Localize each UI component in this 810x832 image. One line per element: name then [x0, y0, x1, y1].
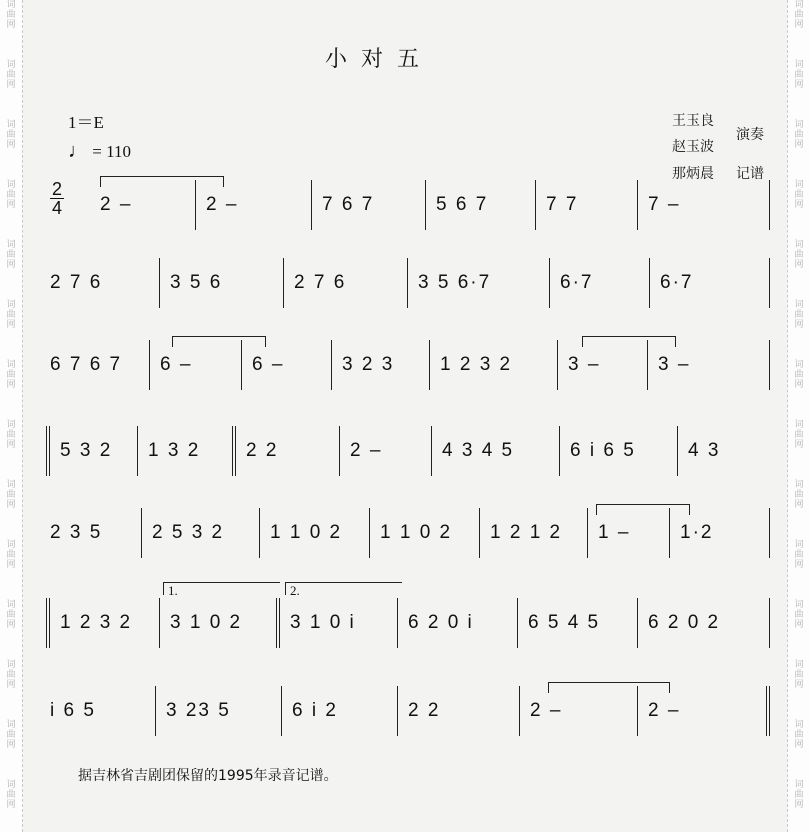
measure: 1·2 — [670, 508, 770, 558]
measure: 3 5 6 — [160, 258, 284, 308]
measure: 6·7 — [650, 258, 770, 308]
measure: 1 2 3 2 — [430, 340, 558, 390]
watermark-text: 词 曲 网 — [794, 720, 804, 750]
tempo-value: = 110 — [92, 142, 131, 161]
score-row-7 — [30, 686, 770, 736]
transcriber-role: 记谱 — [736, 166, 764, 182]
measure: 2 5 3 2 — [142, 508, 260, 558]
watermark-text: 词 曲 网 — [794, 240, 804, 270]
page-title: 小对五 — [325, 47, 434, 72]
watermark-text: 词 曲 网 — [6, 300, 16, 330]
measure: 5 6 7 — [426, 180, 536, 230]
measure: 4 3 — [688, 440, 721, 461]
measure: 6 – — [150, 340, 242, 390]
time-signature-bottom: 4 — [51, 198, 62, 218]
measure: 2 7 6 — [284, 258, 408, 308]
measure: i 6 5 — [40, 686, 156, 736]
measure: 2 – — [638, 686, 770, 736]
watermark-text: 词 曲 网 — [6, 180, 16, 210]
measure: 2 – — [90, 180, 196, 230]
watermark-text: 词 曲 网 — [6, 720, 16, 750]
watermark-text: 词 曲 网 — [6, 480, 16, 510]
watermark-text: 词 曲 网 — [794, 180, 804, 210]
watermark-text: 词 曲 网 — [6, 120, 16, 150]
performer-role: 演奏 — [736, 127, 764, 143]
watermark-text: 词 曲 网 — [6, 660, 16, 690]
score-row-6 — [30, 598, 770, 648]
measure: 1 – — [588, 508, 670, 558]
performer-1: 王玉良 — [672, 113, 714, 129]
measure: 2 – — [340, 426, 432, 476]
watermark-text: 词 曲 网 — [794, 780, 804, 810]
measure: 6 i 2 — [282, 686, 398, 736]
performer-2: 赵玉波 — [672, 139, 714, 155]
measure: 3 – — [648, 340, 770, 390]
left-watermark-strip — [0, 0, 23, 832]
measure: 1 1 0 2 — [260, 508, 370, 558]
watermark-text: 词 曲 网 — [794, 0, 804, 30]
volta-first-ending: 1. — [163, 582, 280, 595]
measure: 3 1 0 i — [280, 598, 398, 648]
watermark-text: 词 曲 网 — [794, 660, 804, 690]
score-row-4 — [30, 426, 770, 476]
watermark-text: 词 曲 网 — [6, 0, 16, 30]
measure: 3 1 0 2 — [160, 598, 280, 648]
measure: 7 7 — [536, 180, 638, 230]
quarter-note-icon: ♩ — [68, 140, 88, 162]
transcriber: 那炳晨 — [672, 166, 714, 182]
watermark-text: 词 曲 网 — [6, 360, 16, 390]
time-signature-top: 2 — [51, 179, 62, 199]
key-signature: 1＝E — [68, 113, 104, 132]
score-row-5 — [30, 508, 770, 558]
tempo-marking — [68, 140, 131, 163]
measure: 3 5 6·7 — [408, 258, 550, 308]
measure: 1 3 2 — [138, 426, 236, 476]
score-row-1 — [30, 180, 770, 230]
measure: 2 7 6 — [40, 258, 160, 308]
measure: 7 6 7 — [312, 180, 426, 230]
measure: 4 3 4 5 — [432, 426, 560, 476]
measure: 3 – — [558, 340, 648, 390]
watermark-text: 词 曲 网 — [6, 60, 16, 90]
watermark-text: 词 曲 网 — [6, 420, 16, 450]
measure: 6·7 — [550, 258, 650, 308]
tie-slur — [596, 504, 690, 515]
measure: 5 3 2 — [46, 426, 138, 476]
watermark-text: 词 曲 网 — [794, 540, 804, 570]
measure: 6 2 0 i — [398, 598, 518, 648]
measure: 1 1 0 2 — [370, 508, 480, 558]
source-note: 据吉林省吉剧团保留的1995年录音记谱。 — [78, 768, 338, 784]
volta-second-ending: 2. — [285, 582, 402, 595]
measure: 6 i 6 5 — [560, 426, 678, 476]
score-row-3 — [30, 340, 770, 390]
measure: 6 – — [242, 340, 332, 390]
tie-slur — [582, 336, 676, 347]
measure: 2 2 — [398, 686, 520, 736]
watermark-text: 词 曲 网 — [794, 120, 804, 150]
watermark-text: 词 曲 网 — [6, 600, 16, 630]
right-watermark-strip — [787, 0, 810, 832]
tie-slur — [548, 682, 670, 693]
watermark-text: 词 曲 网 — [794, 480, 804, 510]
tie-slur — [172, 336, 266, 347]
tie-slur — [100, 176, 224, 187]
score-row-2 — [30, 258, 770, 308]
measure: 7 – — [638, 180, 770, 230]
watermark-text: 词 曲 网 — [794, 60, 804, 90]
watermark-text: 词 曲 网 — [6, 240, 16, 270]
measure: 2 3 5 — [40, 508, 142, 558]
measure: 2 2 — [236, 426, 340, 476]
measure: 2 – — [196, 180, 312, 230]
watermark-text: 词 曲 网 — [794, 360, 804, 390]
watermark-text: 词 曲 网 — [6, 540, 16, 570]
watermark-text: 词 曲 网 — [794, 300, 804, 330]
watermark-text: 词 曲 网 — [6, 780, 16, 810]
measure: 6 5 4 5 — [518, 598, 638, 648]
measure: 2 – — [520, 686, 638, 736]
watermark-text: 词 曲 网 — [794, 600, 804, 630]
measure: 1 2 1 2 — [480, 508, 588, 558]
watermark-text: 词 曲 网 — [794, 420, 804, 450]
measure: 6 7 6 7 — [40, 340, 150, 390]
measure: 1 2 3 2 — [46, 598, 160, 648]
measure: 3 23 5 — [156, 686, 282, 736]
measure: 6 2 0 2 — [638, 598, 770, 648]
measure: 3 2 3 — [332, 340, 430, 390]
